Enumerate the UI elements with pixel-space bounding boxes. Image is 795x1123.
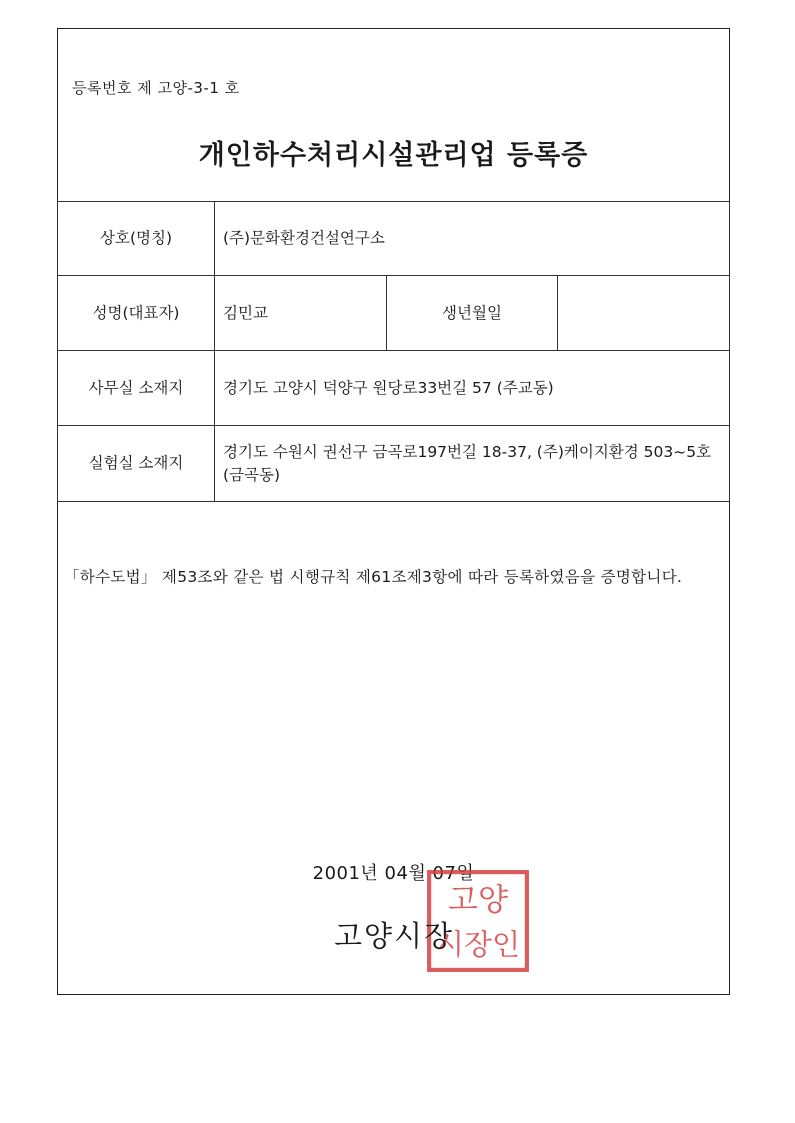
birthdate-value	[558, 276, 730, 351]
seal-text-line2: 시장인	[435, 927, 521, 962]
registration-number: 등록번호 제 고양-3-1 호	[72, 79, 240, 97]
office-location-label: 사무실 소재지	[58, 351, 215, 426]
table-row	[58, 426, 730, 502]
certificate-title: 개인하수처리시설관리업 등록증	[198, 140, 589, 171]
representative-label: 성명(대표자)	[58, 276, 215, 351]
lab-location-label: 실험실 소재지	[58, 426, 215, 502]
issue-date: 2001년 04월 07일	[312, 863, 475, 884]
trade-name-label: 상호(명칭)	[58, 202, 215, 276]
lab-location-value: 경기도 수원시 권선구 금곡로197번길 18-37, (주)케이지환경 503~5호 (금곡동)	[215, 426, 730, 502]
trade-name-value: (주)문화환경건설연구소	[215, 202, 730, 276]
representative-value: 김민교	[215, 276, 387, 351]
table-row	[58, 351, 730, 426]
info-table	[57, 201, 730, 502]
certificate-frame	[57, 28, 730, 995]
table-row	[58, 276, 730, 351]
office-location-value: 경기도 고양시 덕양구 원당로33번길 57 (주교동)	[215, 351, 730, 426]
birthdate-label: 생년월일	[386, 276, 558, 351]
certification-statement: 「하수도법」 제53조와 같은 법 시행규칙 제61조제3항에 따라 등록하였음을 증명합니다.	[64, 568, 683, 586]
seal-text-line1: 고양	[447, 882, 509, 919]
table-row	[58, 202, 730, 276]
issuer-name: 고양시장	[334, 919, 455, 953]
